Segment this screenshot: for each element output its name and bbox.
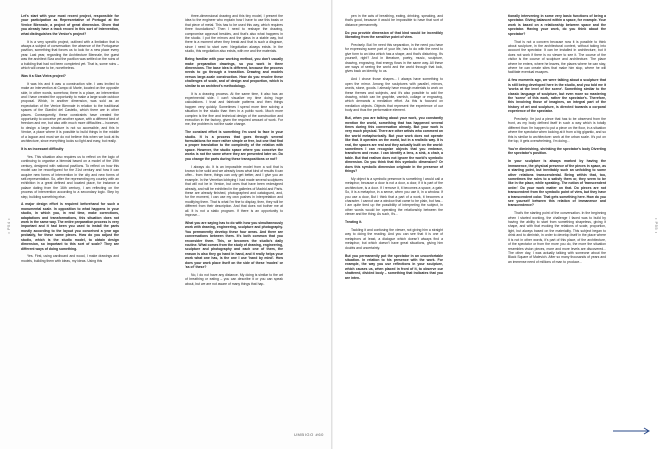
- interview-question: What you are saying has to do with how you simultaneously work with drawing, engineering, sculpture and photography. You permanently develop these four areas. And there are conversations between them. It's both common that you reconsider them. This, or becomes the studio's daily routine. What comes from the study of drawing, engineering, sculpture and photography and each one of them, the reason is also they go hand in hand, and it really helps your work what one has, is the one I use 'hand by mind'. How does your work place itself on the side of these 'modes' or 'as of' these?: [185, 220, 283, 270]
- subheading: It is an incessant difficulty: [21, 146, 64, 151]
- body-paragraph: My object is a symbolic presence is something I would call a metaphor, because a door is not a door, a door, if it is part of the architecture, is a door. If I remove it, it becomes a space, a gate. So, it is a metaphor, in a sense, when you use it, in a window. If you use a door, But I think that a part of a work, it becomes a character. I cannot use a window that came to be plain, but has... I am quite tired up the possibility of interpreting the subject, in other words would be operating the relationship between the viewer and the thing. As such, it's...: [345, 176, 443, 217]
- interview-question: But, when you are talking about your work, you constantly mention the world, something that has happened several times during this conversation already. But your work is very much physical. There are other artists who comment on the world metaphorically. But your work does not operate like that. It operates on the world, but in a realistic way. It is real, the spaces are real and they actually built on the world: sometimes I can recognize objects that you embrace, transform and reuse. I can identify a lens, a sink, a chair, a table. But that realism does not ignore the world's symbolic dimension. Do you think that this symbolic dimension? Or does this symbolic dimension originate in the presence of things?: [345, 116, 443, 173]
- text-column-3: [345, 14, 443, 414]
- body-paragraph: Yes. This situation also requires us to reflect on the logic of continuing to organise a biennial based on a model of the 19th century, designed with national pavilions. To reflect on how this model can be reconfigured for the 21st century and how it can acquire new forms of intervention in the city and new forms of self-representation. So, after the representing my country with an exhibition in a great defined and located place, for instance a palace dating from the 16th century, I am reflecting on the process of intervention according to a secondary logic. Step by step, building something else.: [21, 154, 119, 199]
- interview-question: Being familiar with your working method, you don't usually make preparation drawings, so you work in three dimensions. The base idea is different, because the process needs to go through a transition. Drawing and models versus large-scale construction. How do you resolve these challenges of scale, and of design and proportion, which is similar to an architect's methodology.: [185, 57, 283, 88]
- arrow-right-icon[interactable]: [612, 426, 652, 436]
- publication-footer: UMBIGO #60: [294, 432, 325, 437]
- interview-question: Let's start with your most recent project, responsible for your participation as Representative of Portugal at the Venice Biennale, a project of great dimension. Given that you already have a track record in this sort of intervention, what distinguishes the Venice's project?: [21, 14, 119, 36]
- left-page: [0, 0, 332, 449]
- interview-question: A few moments ago, we were talking about a sculpture that is still being developed here in the studio, and you told me it 'works at the level of the scene'. Something similar to the classic language of sculpture, but even more so mastering the 'scene' of this work, rather the spectator's. Therefore, this involving those of imagines, an integral part of the history of art and sculpture, is directed towards a corporal experience of the spectator.: [508, 78, 606, 114]
- body-paragraph: That's the starting point of the conversation. In the beginning when I started working, the challenge I faced was to build by having the ability to start from something shapeless, giving it shape, and with that evoking the relations of scale, proportion, light, but always based on the materiality. This subject began to drink and to diminish, in order to develop itself in the place where it is not in other words, it's part of this place, of the architecture, of the spectator or from the more you do, the more the situation resembles vision pieces, more and more levels are discovered... The other day, I was actually talking with someone about the Black Square of Malevich. After so many thousands of years and an immense need of millions of man to produce...: [508, 211, 606, 264]
- body-paragraph: No, I do not have any distance. My doing is similar to the art of breathing or eating – you can describe it or you can speak about, but we are not aware of many things that hap-: [185, 272, 283, 286]
- interview-question: In your sculpture is always marked by having the immanence, the physical presence of the pieces in space, as a starting point, but inevitably such an unfolding to some other relations transcendental. Being within that, too, sometimes the rules to a satisfy them or, they seem to be like in the place, while speaking. The notion of 'transcendent order.' Do your work matter on that. Do pieces are not transcendent from the symbolic point of view, but they have a transcendent color. That gets something here. How do you see yourself between this relation of immanence and transcendence?: [508, 159, 606, 208]
- page-folio-right: • P55 •: [654, 218, 659, 234]
- body-paragraph: Tackling it and confusing the viewer, not giving him a straight way to doing the reading. And you can see that it is one of metaphors at least, a dialogue which doesn't always find a metaphor, but which doesn't have great situations, giving him doubts and uncertainty.: [345, 227, 443, 250]
- body-paragraph: It was his and it was a construction site. I was invited to make an intervention at Campo di Marte, located on the opposite side, in other words, somehow, there is a place, an intervention and I have created the opportunity to make a large scale outdoor proposal. Which, in another dimension, was sold as an expectation of the Venice Biennale in relation to the traditional spaces of the Giardini del Castello, which there are in other places. Consequently, these constraints have created the opportunity to conceive yet another space, with a different kind of freedom and me, but also with much more difficulties – however, to design a large structure is not so accessible, and this in Venice, a place where it is possible to build things in the middle of a lagoon and must we do not believe this when we look at its architecture, since everything looks so light and easy, but really.: [21, 81, 119, 144]
- interview-question: tionally intervening in some very basic functions of being a spectator. Giving balanced within a space, for example. Your work is based on a relationship between space and the spectator. Having your work, do you think about the spectator?: [508, 14, 606, 36]
- text-column-2: [185, 14, 283, 414]
- body-paragraph: three-dimensional drawing and this tiny model, I present the idea to the engineer who explain how I have to use this basis or that piece of metal. This has to be used this way, which requires three foundations? Then I need to reshape the drawing, compromise approval besides, and that's also what happens in the studio. I put the mirrors and the glass in a stable way, but there is a moment when they break and that is such a disgrace, since I need to start over. Negotiation always exists. In the studio, this negotiation also exists, with me and the materials.: [185, 14, 283, 54]
- right-page: [333, 0, 665, 449]
- interview-question: You're diminishing, shrinking the spectator's body Diverting the spectator's position.: [508, 146, 606, 156]
- text-column-4: [508, 14, 606, 414]
- interview-question: But you permanently put the spectator in an unconfortable situation. In relation to his presence with the work. For example, the way you use reflections in your sculpture, which causes us, when placed in front of it, to observe our shattered, divided body – something that indicates that you are inten-: [345, 253, 443, 280]
- page-folio-left: • P54 •: [6, 218, 11, 234]
- body-paragraph: It is a drawing process. At the same time, it also has an experimental side. I can't visualize my time doing huge calculations. I trust and fabricate patterns and then things happen very quickly. Sometimes I spend more time solving a situation in the studio than then in a public work. Much more complex is the fine and technical design of the construction and execution in the factory, given the required amount of work. For me, the problem is not the scale change.: [185, 91, 283, 127]
- body-paragraph: Precisely. I'm just a piece that has to be observed from the front, as my body defined itself in such a way which is totally different than I'm happen to put a piece on the floor, in a situation where the spectator when looking at it from a big gigantic, and so this is similar to architecture: work at the urban scale. It's put on the top, it gets overwhelming, I'm doing...: [508, 117, 606, 144]
- body-paragraph: It is a very specific project, outlined with a limitation that is always a subject of conversation: the absence of the Portuguese pavilion, something that forces us to look for a new place every year. Last year, regarding the Architecture Biennale, the guest was the architect Siza and the pavilion was settled on the ruins of a building that had not been completed yet. That is, some ruins – which will cease to be, nonetheless.: [21, 39, 119, 70]
- body-paragraph: Yes. First, using cardboard and wood, I make drawings and models, building them with ideas, my ideas. Using this: [21, 254, 119, 263]
- interview-question: Do you provide dimension of that kind would be incredibly liberating from the sensitive point of view.: [345, 30, 443, 40]
- subheading: Treating it.: [345, 220, 363, 225]
- body-paragraph: And I chose those shapes... I always have something to open the mirror. Among the sculptures with parallel, mirrors, words, stone, goods. I already have enough materials to work on these themes and subjects, and it's also possible to add the drawing, which can be graphite, varnish, collage or engraving, which demands a mediation effort. As this is focused on mediation objects. Objects that represent the experience of our body and thus the performative element.: [345, 77, 443, 113]
- subheading: Was it a Siza Vieira project?: [21, 73, 66, 78]
- interview-question: A major design effort is required beforehand for such a monumental scale. In opposition to what happens in your studio, in which you, in real time, make corrections, adaptations and transformations, this situation does not work in the same way. The entire preparation process is very important and it had been you used to install the parts mostly according to the layout you conceived a year ago probably, for these same pieces. How do you adjust the studio, which is the studio model, to obtain design dimension, so important to this sort of scale? They are different ways of doing something.: [21, 202, 119, 251]
- body-paragraph: I always do. It is an impossible model from a soil that is known to be solid and we already know what kind of results it can offer... from there, things can only get better, and I give you an example. In the Venetian lobbying I had made several sculptures that will not be in Venice, but ones that have been redesigned already, and will be exhibited in the galleries of Madrid and Paris. these are already finished, photographed and catalogued, and, for the moment, I can use my own pushes in interpretation and modifying them. That is what I'm fine to display, then, they will be different from their description. And that does not bother me at all. It is not a static program. If there is an opportunity to improve...: [185, 164, 283, 218]
- interview-question: The constant effort is something I'm used to face in your studio. It is a process that goes through several formulations for more rather simple or free, but one that find a proper translation to the complexity of the relation with space. However, the studio space where you conceive the works is not the same where they are presented later on. Do you change the parts during these transpositions or not?: [185, 130, 283, 161]
- text-column-1: [21, 14, 119, 414]
- body-paragraph: pen in the acts of breathing, eating, drinking, speaking, and that's good, because it would be impossible to have that sort of distance permanently.: [345, 14, 443, 27]
- body-paragraph: That is not a concern because now it is possible to think about sculpture, in the architectural context, without taking into account the spectator. It can be installed in architecture, but it does not work if there is no viewer to see it. The course of the visitor is the course of sculpture and architecture. The place where he enters, where he leaves, the places where he can stay, where he can create sites that make him stop, where he will facilitate eventual escapes.: [508, 39, 606, 75]
- body-paragraph: Precisely. But I'm need this separation, in the need you have for expressing some part of your life, has to do with the need to give form to an idea which has a shape, and that's disturbing. It's yourself, right? And in literature, poetry, music, sculpture, drawing, engraving, that energy flows in the same way. All these are ways of seeing the world and the world through that look, gives back an identity, to us.: [345, 43, 443, 74]
